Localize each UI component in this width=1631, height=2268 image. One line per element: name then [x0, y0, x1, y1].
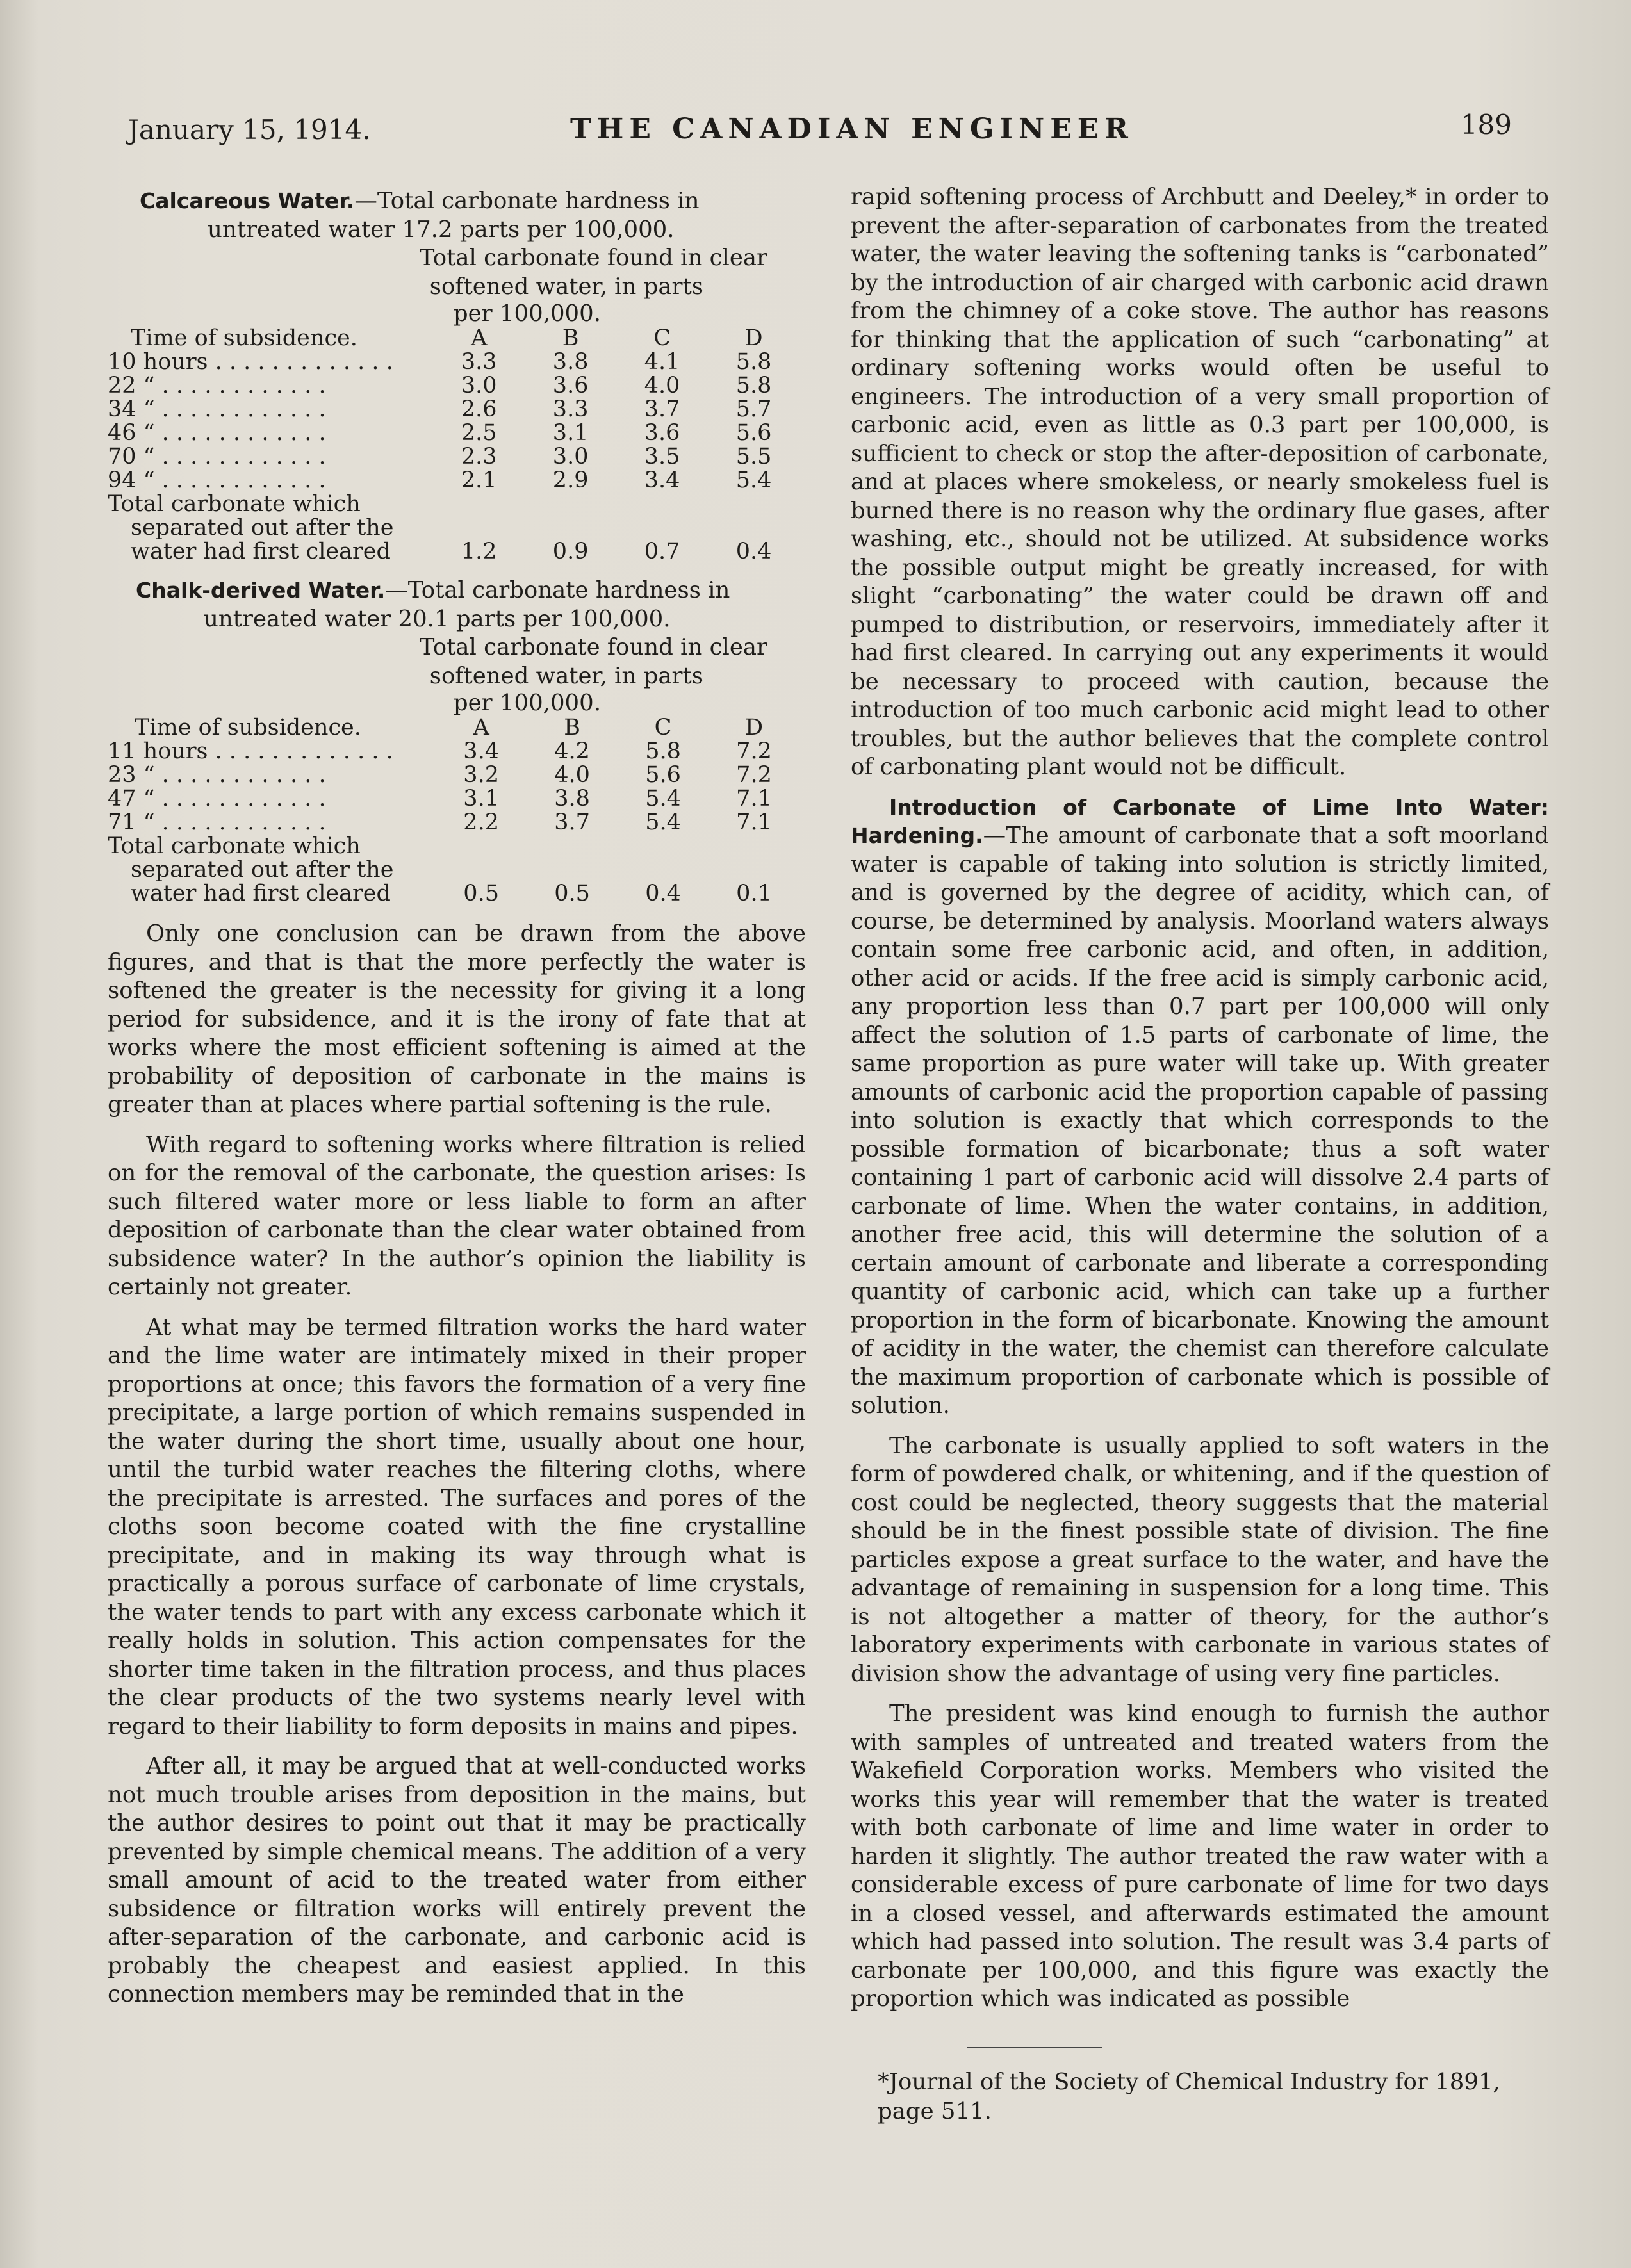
- cell: 7.1: [736, 810, 772, 835]
- cell: 5.8: [735, 373, 772, 398]
- table1-col-c: C: [653, 325, 671, 351]
- total-label-line: separated out after the: [131, 857, 394, 883]
- section-heading-text: —The amount of carbonate that a soft moorland water is capable of taking into solution is strictly limited, and is governed by the degree of acidity, which can, of course, be determined by analysis. Moorland waters always contain some free carbonic acid, and often, in addition, other acid or acids. If the free acid is simply carbonic acid, any proportion less than 0.7 part per 100,000 will only affect the solution of 1.5 parts of carbonate of lime, the same proportion as pure water will take up. With greater amounts of carbonic acid the proportion capable of passing into solution is exactly that which corresponds to the possible formation of bicarbonate; thus a soft water containing 1 part of carbonic acid will dissolve 2.4 parts of carbonate of lime. When the water contains, in addition, another free acid, this will determine the solution of a certain amount of carbonate and liberate a corresponding quantity of carbonic acid, which can take up a further proportion in the form of bicarbonate. Knowing the amount of acidity in the water, the chemist can therefore calculate the maximum proportion of carbonate which is possible of solution.: [851, 822, 1549, 1419]
- cell: 4.0: [554, 762, 590, 788]
- table-row: [108, 398, 799, 421]
- table1-found-line1: Total carbonate found in clear: [419, 245, 767, 271]
- table-row: [108, 787, 799, 811]
- table2-col-a: A: [473, 715, 489, 740]
- section-heading: Introduction of Carbonate of Lime Into Water: Hardening.: [851, 794, 1549, 848]
- row-label: 46 “ . . . . . . . . . . . .: [108, 420, 326, 446]
- table2-lead: —Total carbonate hardness in: [385, 577, 730, 603]
- table1-total-label2: [108, 516, 799, 540]
- running-header: [128, 109, 1512, 154]
- cell: 0.7: [644, 539, 680, 564]
- cell: 5.8: [735, 349, 772, 375]
- cell: 5.4: [645, 786, 681, 812]
- cell: 3.8: [552, 349, 589, 375]
- cell: 5.6: [645, 762, 681, 788]
- cell: 1.2: [461, 539, 497, 564]
- cell: 2.9: [552, 468, 589, 493]
- total-label-line: Total carbonate which: [108, 491, 361, 517]
- table2-total-row: [108, 882, 799, 906]
- cell: 3.7: [554, 810, 590, 835]
- right-heading-paragraph: [851, 794, 1549, 1421]
- cell: 4.2: [554, 738, 590, 764]
- table1-heading: Calcareous Water.: [140, 188, 355, 213]
- header-page-number: 189: [1460, 109, 1512, 140]
- total-label-line: water had first cleared: [131, 539, 391, 564]
- cell: 2.1: [461, 468, 497, 493]
- cell: 4.0: [644, 373, 680, 398]
- cell: 7.2: [736, 762, 772, 788]
- table-row: [108, 350, 799, 374]
- cell: 3.4: [644, 468, 680, 493]
- cell: 3.2: [463, 762, 499, 788]
- table2-heading: Chalk-derived Water.: [136, 578, 386, 603]
- cell: 3.8: [554, 786, 590, 812]
- footnote: *Journal of the Society of Chemical Industry for 1891, page 511.: [878, 2069, 1500, 2125]
- row-label: 34 “ . . . . . . . . . . . .: [108, 396, 326, 422]
- cell: 0.4: [645, 881, 681, 906]
- table1-total-row: [108, 540, 799, 564]
- table1-lead2: untreated water 17.2 parts per 100,000.: [208, 216, 675, 243]
- cell: 4.1: [644, 349, 680, 375]
- table2-found-line3: per 100,000.: [453, 690, 601, 716]
- row-label: 22 “ . . . . . . . . . . . .: [108, 373, 326, 398]
- left-column: [108, 187, 806, 2009]
- cell: 3.3: [552, 396, 589, 422]
- cell: 2.5: [461, 420, 497, 446]
- cell: 3.7: [644, 396, 680, 422]
- cell: 5.5: [735, 444, 772, 469]
- cell: 2.6: [461, 396, 497, 422]
- cell: 5.4: [645, 810, 681, 835]
- table1: [108, 327, 799, 564]
- total-label-line: separated out after the: [131, 515, 394, 541]
- right-paragraph-3: The president was kind enough to furnish the author with samples of untreated and treated waters from the Wakefield Corporation works. Members who visited the works this year will remember that the water is treated with both carbonate of lime and lime water in order to harden it slightly. The author treated the raw water with a considerable excess of pure carbonate of lime for two days in a closed vessel, and afterwards estimated the amount which had passed into solution. The result was 3.4 parts of carbonate per 100,000, and this figure was exactly the proportion which was indicated as possible: [851, 1701, 1549, 2012]
- cell: 2.3: [461, 444, 497, 469]
- cell: 3.6: [644, 420, 680, 446]
- row-label: 71 “ . . . . . . . . . . . .: [108, 810, 326, 835]
- footnote-rule: [967, 2047, 1102, 2048]
- cell: 5.4: [735, 468, 772, 493]
- table2-col-c: C: [654, 715, 672, 740]
- cell: 0.5: [554, 881, 590, 906]
- cell: 3.0: [552, 444, 589, 469]
- cell: 3.3: [461, 349, 497, 375]
- row-label: 47 “ . . . . . . . . . . . .: [108, 786, 326, 812]
- cell: 5.6: [735, 420, 772, 446]
- table1-col-d: D: [744, 325, 763, 351]
- table-row: [108, 763, 799, 787]
- left-paragraph-4: After all, it may be argued that at well-conducted works not much trouble arises from deposition in the mains, but the author desires to point out that it may be practically prevented by simple chemical means. The addition of a very small amount of acid to the treated water from either subsidence or filtration works will entirely prevent the after-separation of the carbonate, and carbonic acid is probably the cheapest and easiest applied. In this connection members may be reminded that in the: [108, 1753, 806, 2007]
- table-row: [108, 469, 799, 493]
- header-date: January 15, 1914.: [128, 114, 371, 145]
- cell: 7.2: [736, 738, 772, 764]
- cell: 3.6: [552, 373, 589, 398]
- cell: 0.1: [736, 881, 772, 906]
- left-paragraph-2: With regard to softening works where filtration is relied on for the removal of the carbonate, the question arises: Is such filtered water more or less liable to form an after deposition of carbonate than the clear water obtained from subsidence water? In the author’s opinion the liability is certainly not greater.: [108, 1131, 806, 1300]
- cell: 3.1: [552, 420, 589, 446]
- table2-time-header: Time of subsidence.: [135, 715, 361, 740]
- row-label: 94 “ . . . . . . . . . . . .: [108, 468, 326, 493]
- right-paragraph-2: The carbonate is usually applied to soft waters in the form of powdered chalk, or whitening, and if the question of cost could be neglected, theory suggests that the material should be in the finest possible state of division. The fine particles expose a great surface to the water, and have the advantage of remaining in suspension for a long time. This is not altogether a matter of theory, for the author’s laboratory experiments with carbonate in various states of division show the advantage of using very fine particles.: [851, 1432, 1549, 1687]
- table2-header-row: [108, 716, 799, 740]
- row-label: 11 hours . . . . . . . . . . . . .: [108, 738, 393, 764]
- table2: [108, 716, 799, 906]
- table-row: [108, 740, 799, 763]
- table2-total-label2: [108, 858, 799, 882]
- table1-header-row: [108, 327, 799, 350]
- total-label-line: water had first cleared: [131, 881, 391, 906]
- table2-lead2: untreated water 20.1 parts per 100,000.: [204, 605, 671, 632]
- cell: 7.1: [736, 786, 772, 812]
- cell: 2.2: [463, 810, 499, 835]
- cell: 3.4: [463, 738, 499, 764]
- table1-lead: —Total carbonate hardness in: [354, 188, 700, 214]
- table1-time-header: Time of subsidence.: [131, 325, 357, 351]
- table1-total-label1: [108, 493, 799, 516]
- table-row: [108, 421, 799, 445]
- table2-heading-line: [108, 576, 806, 605]
- cell: 0.5: [463, 881, 499, 906]
- table1-found-line2: softened water, in parts: [429, 273, 703, 300]
- left-paragraph-3: At what may be termed filtration works the hard water and the lime water are intimately mixed in their proper proportions at once; this favors the formation of a very fine precipitate, a large portion of which remains suspended in the water during the short time, usually about one hour, until the turbid water reaches the filtering cloths, where the precipitate is arrested. The surfaces and pores of the cloths soon become coated with the fine crystalline precipitate, and in making its way through what is practically a porous surface of carbonate of lime crystals, the water tends to part with any excess carbonate which it really holds in solution. This action compensates for the shorter time taken in the filtration process, and thus places the clear products of the two systems nearly level with regard to their liability to form deposits in mains and pipes.: [108, 1314, 806, 1740]
- table-row: [108, 445, 799, 469]
- table2-found-line2: softened water, in parts: [429, 662, 703, 689]
- table1-col-a: A: [471, 325, 488, 351]
- table2-found-line1: Total carbonate found in clear: [419, 634, 767, 660]
- row-label: 10 hours . . . . . . . . . . . . .: [108, 349, 393, 375]
- cell: 5.8: [645, 738, 681, 764]
- right-column: [851, 183, 1549, 2014]
- row-label: 23 “ . . . . . . . . . . . .: [108, 762, 326, 788]
- table2-total-label1: [108, 835, 799, 858]
- cell: 3.5: [644, 444, 680, 469]
- cell: 3.0: [461, 373, 497, 398]
- cell: 5.7: [735, 396, 772, 422]
- left-paragraph-1: Only one conclusion can be drawn from the above figures, and that is that the more perfectly the water is softened the greater is the necessity for giving it a long period for subsidence, and it is the irony of fate that at works where the most efficient softening is aimed at the probability of deposition of carbonate in the mains is greater than at places where partial softening is the rule.: [108, 920, 806, 1118]
- row-label: 70 “ . . . . . . . . . . . .: [108, 444, 326, 469]
- table1-found-line3: per 100,000.: [453, 300, 601, 327]
- table2-col-b: B: [564, 715, 580, 740]
- table1-col-b: B: [562, 325, 579, 351]
- table1-heading-line: [108, 187, 806, 216]
- cell: 0.4: [735, 539, 772, 564]
- cell: 3.1: [463, 786, 499, 812]
- right-paragraph-1: rapid softening process of Archbutt and Deeley,* in order to prevent the after-separation of carbonates from the treated water, the water leaving the softening tanks is “carbonated” by the introduction of air charged with carbonic acid drawn from the chimney of a coke stove. The author has reasons for thinking that the application of such “carbonating” at ordinary softening works would often be useful to engineers. The introduction of a very small proportion of carbonic acid, even as little as 0.3 part per 100,000, is sufficient to check or stop the after-deposition of carbonate, and at places where smokeless, or nearly smokeless fuel is burned there is no reason why the ordinary flue gases, after washing, etc., should not be utilized. At subsidence works the possible output might be greatly increased, for with slight “carbonating” the water could be drawn off and pumped to distribution, or reservoirs, immediately after it had first cleared. In carrying out any experiments it would be necessary to proceed with caution, because the introduction of too much carbonic acid might lead to other troubles, but the author believes that the complete control of carbonating plant would not be difficult.: [851, 184, 1549, 780]
- table2-col-d: D: [744, 715, 764, 740]
- total-label-line: Total carbonate which: [108, 833, 361, 859]
- header-title: THE CANADIAN ENGINEER: [570, 113, 1134, 145]
- table-row: [108, 374, 799, 398]
- table-row: [108, 811, 799, 835]
- cell: 0.9: [552, 539, 589, 564]
